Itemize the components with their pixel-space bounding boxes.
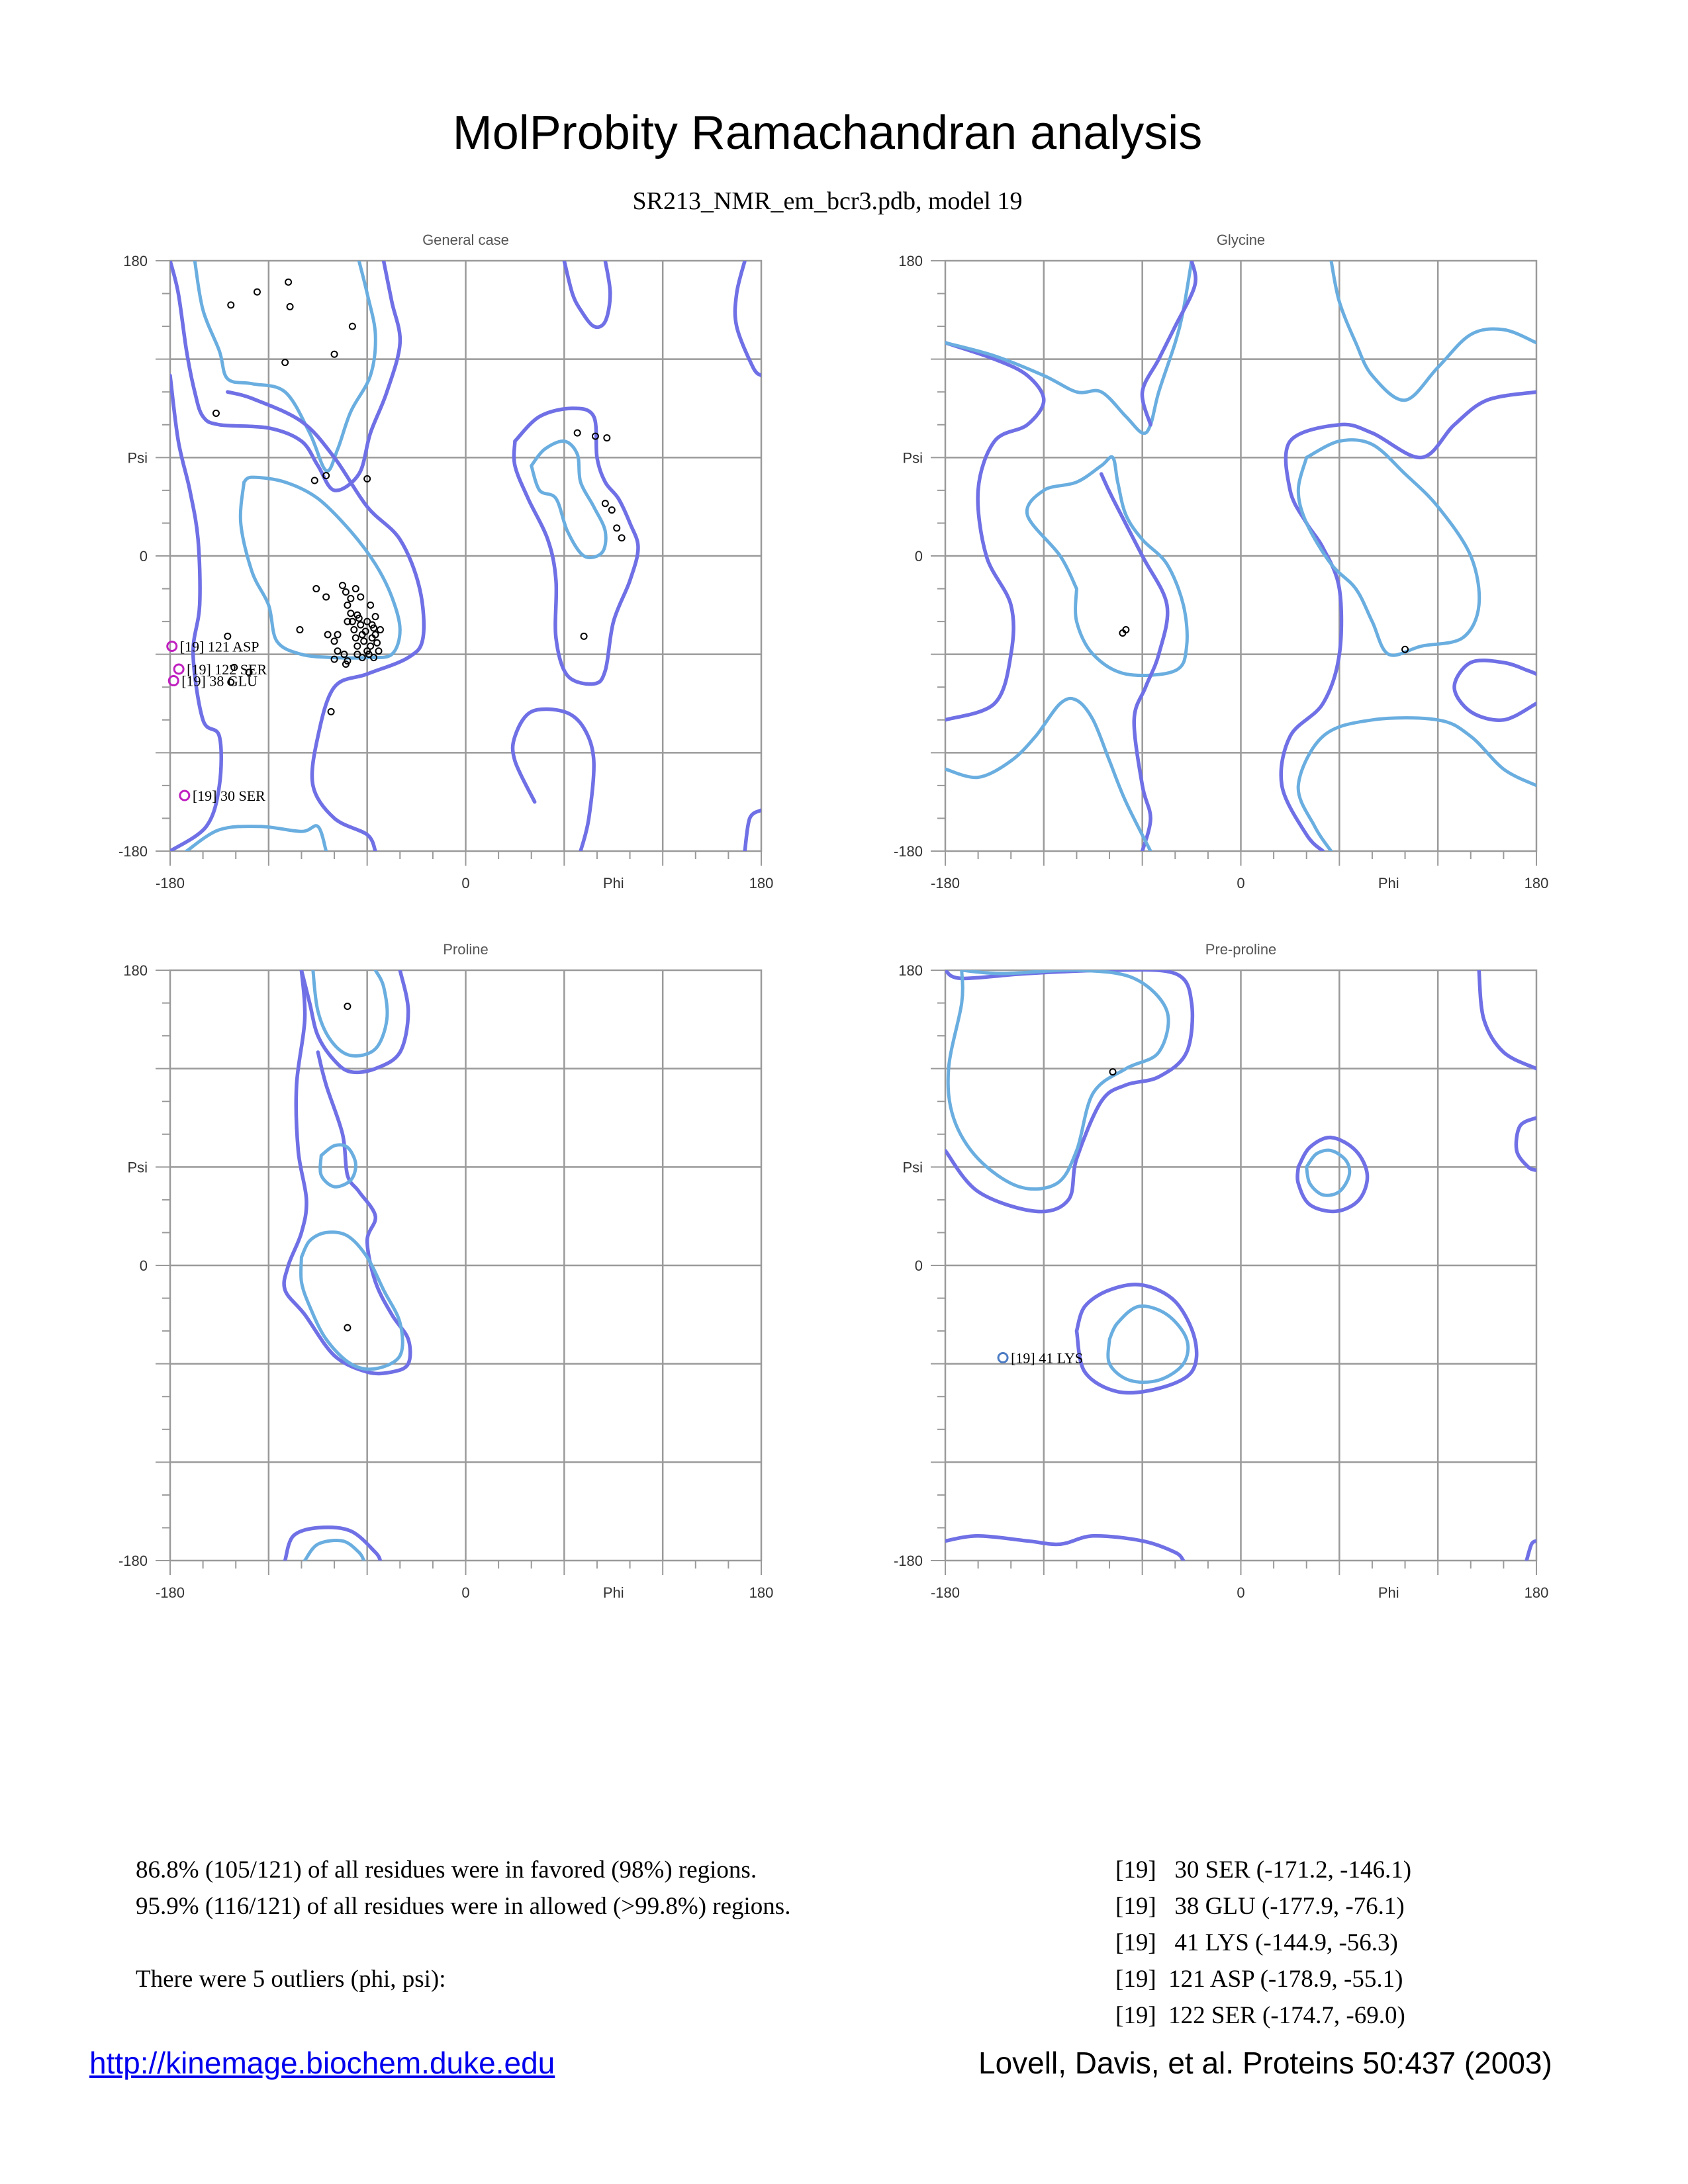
ramachandran-panel bbox=[894, 232, 1548, 891]
allowed-contour bbox=[1479, 970, 1536, 1069]
y-axis-label: Psi bbox=[127, 1159, 148, 1176]
x-tick-label: 0 bbox=[1237, 875, 1245, 891]
allowed-contour bbox=[228, 392, 424, 851]
allowed-contour bbox=[745, 810, 761, 851]
allowed-contour bbox=[170, 261, 400, 490]
outlier-entry: [19] 38 GLU (-177.9, -76.1) bbox=[1115, 1893, 1405, 1920]
allowed-contour bbox=[284, 970, 410, 1373]
data-point bbox=[323, 594, 329, 600]
x-tick-label: 0 bbox=[461, 1584, 470, 1601]
allowed-contour bbox=[1076, 1285, 1196, 1393]
x-tick-label: -180 bbox=[155, 875, 185, 891]
x-tick-label: -180 bbox=[930, 1584, 961, 1601]
y-axis-label: Psi bbox=[127, 449, 148, 467]
y-tick-label: -180 bbox=[893, 843, 923, 860]
x-axis-label: Phi bbox=[1378, 875, 1399, 891]
allowed-contour bbox=[945, 1536, 1184, 1561]
data-point bbox=[353, 635, 359, 641]
panel-title: Glycine bbox=[1216, 232, 1266, 248]
favored-contour bbox=[1298, 440, 1479, 656]
page-title: MolProbity Ramachandran analysis bbox=[452, 107, 1203, 159]
data-point bbox=[604, 435, 610, 441]
data-point bbox=[335, 648, 341, 654]
outlier-point bbox=[167, 642, 177, 651]
data-point bbox=[344, 1003, 350, 1009]
data-point bbox=[350, 324, 355, 330]
data-point bbox=[325, 631, 331, 637]
outlier-entry: [19] 122 SER (-174.7, -69.0) bbox=[1115, 2002, 1405, 2029]
outlier-entry: [19] 121 ASP (-178.9, -55.1) bbox=[1115, 1966, 1403, 1993]
allowed-contour bbox=[945, 343, 1044, 720]
summary-stats bbox=[136, 1852, 790, 1997]
allowed-contour bbox=[564, 261, 610, 327]
outlier-list bbox=[1115, 1852, 1411, 2034]
ramachandran-panel bbox=[118, 941, 773, 1601]
favored-contour bbox=[301, 1232, 403, 1369]
data-point bbox=[332, 351, 338, 357]
y-tick-label: 0 bbox=[139, 548, 148, 565]
x-tick-label: 180 bbox=[749, 1584, 774, 1601]
data-point bbox=[602, 500, 608, 506]
panel-title: Proline bbox=[443, 941, 489, 958]
citation: Lovell, Davis, et al. Proteins 50:437 (2003) bbox=[978, 2046, 1552, 2080]
data-point bbox=[348, 596, 353, 602]
data-point bbox=[367, 602, 373, 608]
data-point bbox=[344, 1325, 350, 1331]
data-point bbox=[282, 359, 288, 365]
allowed-contour bbox=[945, 970, 1192, 1211]
y-tick-label: 180 bbox=[898, 962, 923, 979]
allowed-stat: 95.9% (116/121) of all residues were in allowed (>99.8%) regions. bbox=[136, 1893, 791, 1920]
data-point bbox=[354, 643, 360, 649]
data-point bbox=[575, 430, 581, 436]
favored-contour bbox=[1298, 718, 1536, 851]
data-point bbox=[348, 610, 353, 616]
panel-title: Pre-proline bbox=[1205, 941, 1277, 958]
data-point bbox=[377, 627, 383, 633]
x-tick-label: 0 bbox=[461, 875, 470, 891]
outlier-point bbox=[180, 791, 189, 800]
data-point bbox=[297, 627, 303, 633]
ramachandran-panel bbox=[118, 232, 773, 891]
favored-contour bbox=[532, 441, 606, 557]
favored-contour bbox=[945, 698, 1150, 851]
data-point bbox=[351, 627, 357, 633]
x-axis-label: Phi bbox=[1378, 1584, 1399, 1601]
x-tick-label: -180 bbox=[155, 1584, 185, 1601]
data-point bbox=[357, 622, 363, 628]
data-point bbox=[376, 648, 382, 654]
favored-contour bbox=[1307, 1150, 1350, 1195]
data-point bbox=[328, 709, 334, 715]
kinemage-link[interactable]: http://kinemage.biochem.duke.edu bbox=[89, 2046, 555, 2080]
data-point bbox=[313, 586, 319, 592]
y-tick-label: 0 bbox=[914, 1257, 923, 1274]
data-point bbox=[353, 586, 359, 592]
data-point bbox=[287, 304, 293, 310]
allowed-contour bbox=[1516, 1118, 1536, 1170]
data-point bbox=[228, 302, 234, 308]
outlier-label: [19] 30 SER bbox=[192, 788, 265, 805]
favored-contour bbox=[313, 970, 387, 1056]
allowed-contour bbox=[170, 375, 221, 851]
data-point bbox=[340, 582, 346, 588]
x-axis-label: Phi bbox=[602, 875, 624, 891]
allowed-contour bbox=[285, 1527, 381, 1561]
data-point bbox=[1110, 1069, 1116, 1075]
page-subtitle: SR213_NMR_em_bcr3.pdb, model 19 bbox=[632, 187, 1023, 215]
data-point bbox=[614, 525, 620, 531]
outlier-entry: [19] 30 SER (-171.2, -146.1) bbox=[1115, 1856, 1412, 1884]
outlier-label: [19] 38 GLU bbox=[181, 672, 258, 690]
favored-contour bbox=[305, 1540, 363, 1561]
y-tick-label: 180 bbox=[898, 253, 923, 269]
data-point bbox=[361, 638, 367, 644]
outlier-label: [19] 122 SER bbox=[187, 660, 267, 678]
data-point bbox=[357, 594, 363, 600]
x-tick-label: 180 bbox=[1524, 1584, 1549, 1601]
data-point bbox=[619, 535, 625, 541]
y-tick-label: 180 bbox=[123, 962, 148, 979]
outlier-entry: [19] 41 LYS (-144.9, -56.3) bbox=[1115, 1929, 1398, 1956]
data-point bbox=[343, 589, 349, 595]
allowed-contour bbox=[513, 709, 594, 851]
x-tick-label: 180 bbox=[749, 875, 774, 891]
x-tick-label: -180 bbox=[930, 875, 961, 891]
data-point bbox=[332, 638, 338, 644]
allowed-contour bbox=[1454, 660, 1536, 720]
favored-contour bbox=[1331, 261, 1536, 400]
allowed-contour bbox=[1281, 392, 1536, 851]
favored-contour bbox=[948, 970, 1168, 1189]
data-point bbox=[254, 289, 260, 295]
y-axis-label: Psi bbox=[902, 449, 923, 467]
y-axis-label: Psi bbox=[902, 1159, 923, 1176]
data-point bbox=[374, 640, 380, 646]
data-point bbox=[335, 631, 341, 637]
y-tick-label: -180 bbox=[893, 1553, 923, 1569]
data-point bbox=[581, 633, 587, 639]
y-tick-label: -180 bbox=[118, 843, 148, 860]
data-point bbox=[373, 614, 379, 619]
favored-contour bbox=[187, 826, 326, 851]
data-point bbox=[213, 410, 219, 416]
allowed-contour bbox=[1526, 1541, 1536, 1561]
x-axis-label: Phi bbox=[602, 1584, 624, 1601]
outlier-label: [19] 41 LYS bbox=[1011, 1349, 1084, 1367]
data-point bbox=[312, 478, 318, 484]
favored-contour bbox=[240, 477, 400, 658]
y-tick-label: 180 bbox=[123, 253, 148, 269]
y-tick-label: -180 bbox=[118, 1553, 148, 1569]
outlier-point bbox=[998, 1353, 1008, 1362]
panel-title: General case bbox=[422, 232, 509, 248]
outlier-count: There were 5 outliers (phi, psi): bbox=[136, 1966, 446, 1993]
x-tick-label: 180 bbox=[1524, 875, 1549, 891]
data-point bbox=[285, 279, 291, 285]
outlier-label: [19] 121 ASP bbox=[179, 638, 259, 655]
favored-contour bbox=[320, 1145, 356, 1187]
x-tick-label: 0 bbox=[1237, 1584, 1245, 1601]
favored-stat: 86.8% (105/121) of all residues were in favored (98%) regions. bbox=[136, 1856, 757, 1884]
y-tick-label: 0 bbox=[914, 548, 923, 565]
allowed-contour bbox=[735, 261, 761, 375]
data-point bbox=[609, 507, 615, 513]
data-point bbox=[344, 602, 350, 608]
favored-contour bbox=[1108, 1306, 1188, 1383]
ramachandran-panel bbox=[894, 941, 1548, 1601]
favored-contour bbox=[945, 261, 1192, 433]
y-tick-label: 0 bbox=[139, 1257, 148, 1274]
